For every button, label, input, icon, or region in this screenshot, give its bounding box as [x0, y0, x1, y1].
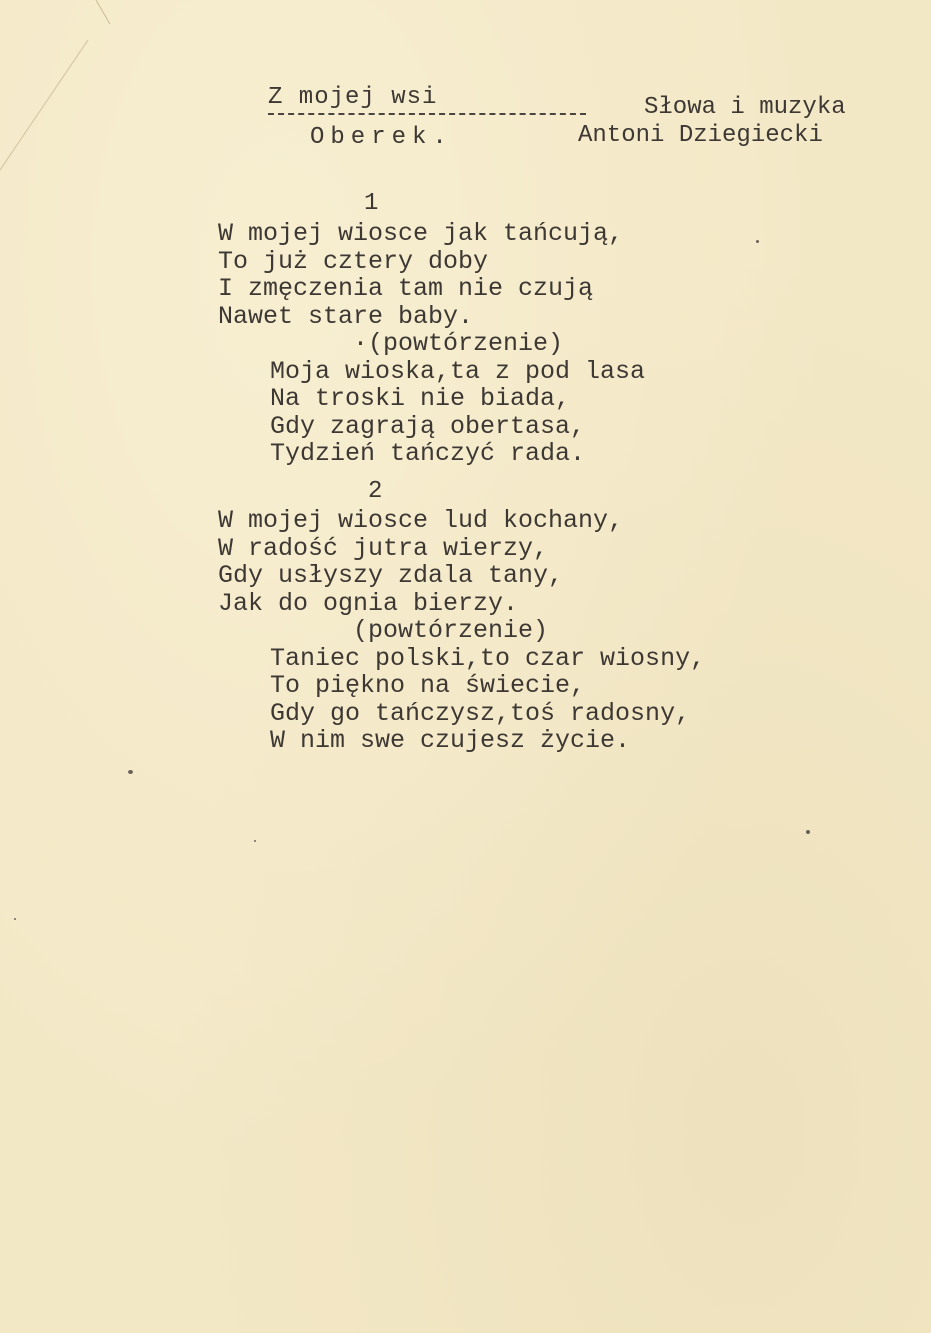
refrain-line: Na troski nie biada,: [270, 384, 571, 413]
verse-line: To już cztery doby: [218, 246, 489, 276]
verse-line: W mojej wiosce jak tańcują,: [218, 219, 624, 248]
refrain-line: W nim swe czujesz życie.: [270, 726, 631, 755]
verse-line: Nawet stare baby.: [218, 301, 474, 331]
credit-line-2: Antoni Dziegiecki: [578, 122, 823, 149]
paper-speck: [14, 918, 16, 920]
refrain-line: Tydzień tańczyć rada.: [270, 439, 586, 468]
refrain-line: Moja wioska,ta z pod lasa: [270, 356, 646, 386]
title-underline: [268, 113, 586, 115]
paper-speck: [254, 840, 256, 842]
paper-speck: [128, 770, 133, 774]
refrain-line: Gdy zagrają obertasa,: [270, 411, 586, 441]
repeat-label: ·(powtórzenie): [353, 329, 564, 358]
verse-line: I zmęczenia tam nie czują: [218, 274, 594, 303]
refrain-line: Gdy go tańczysz,toś radosny,: [270, 698, 691, 728]
refrain-line: To piękno na świecie,: [270, 671, 586, 700]
paper-speck: [806, 830, 810, 834]
paper-speck: [756, 240, 759, 243]
repeat-label: (powtórzenie): [353, 616, 549, 645]
verse-line: Gdy usłyszy zdala tany,: [218, 561, 564, 590]
stanza-1: [218, 219, 645, 467]
stanza-2: [218, 506, 705, 754]
song-title: Z mojej wsi: [268, 84, 438, 111]
song-subtitle: Oberek.: [310, 124, 453, 151]
refrain-line: Taniec polski,to czar wiosny,: [270, 643, 706, 673]
verse-line: W radość jutra wierzy,: [218, 533, 549, 563]
verse-line: W mojej wiosce lud kochany,: [218, 506, 624, 535]
stanza-number: 1: [364, 190, 379, 217]
verse-line: Jak do ognia bierzy.: [218, 588, 519, 618]
credit-line-1: Słowa i muzyka: [644, 94, 846, 121]
stanza-number: 2: [368, 478, 383, 505]
